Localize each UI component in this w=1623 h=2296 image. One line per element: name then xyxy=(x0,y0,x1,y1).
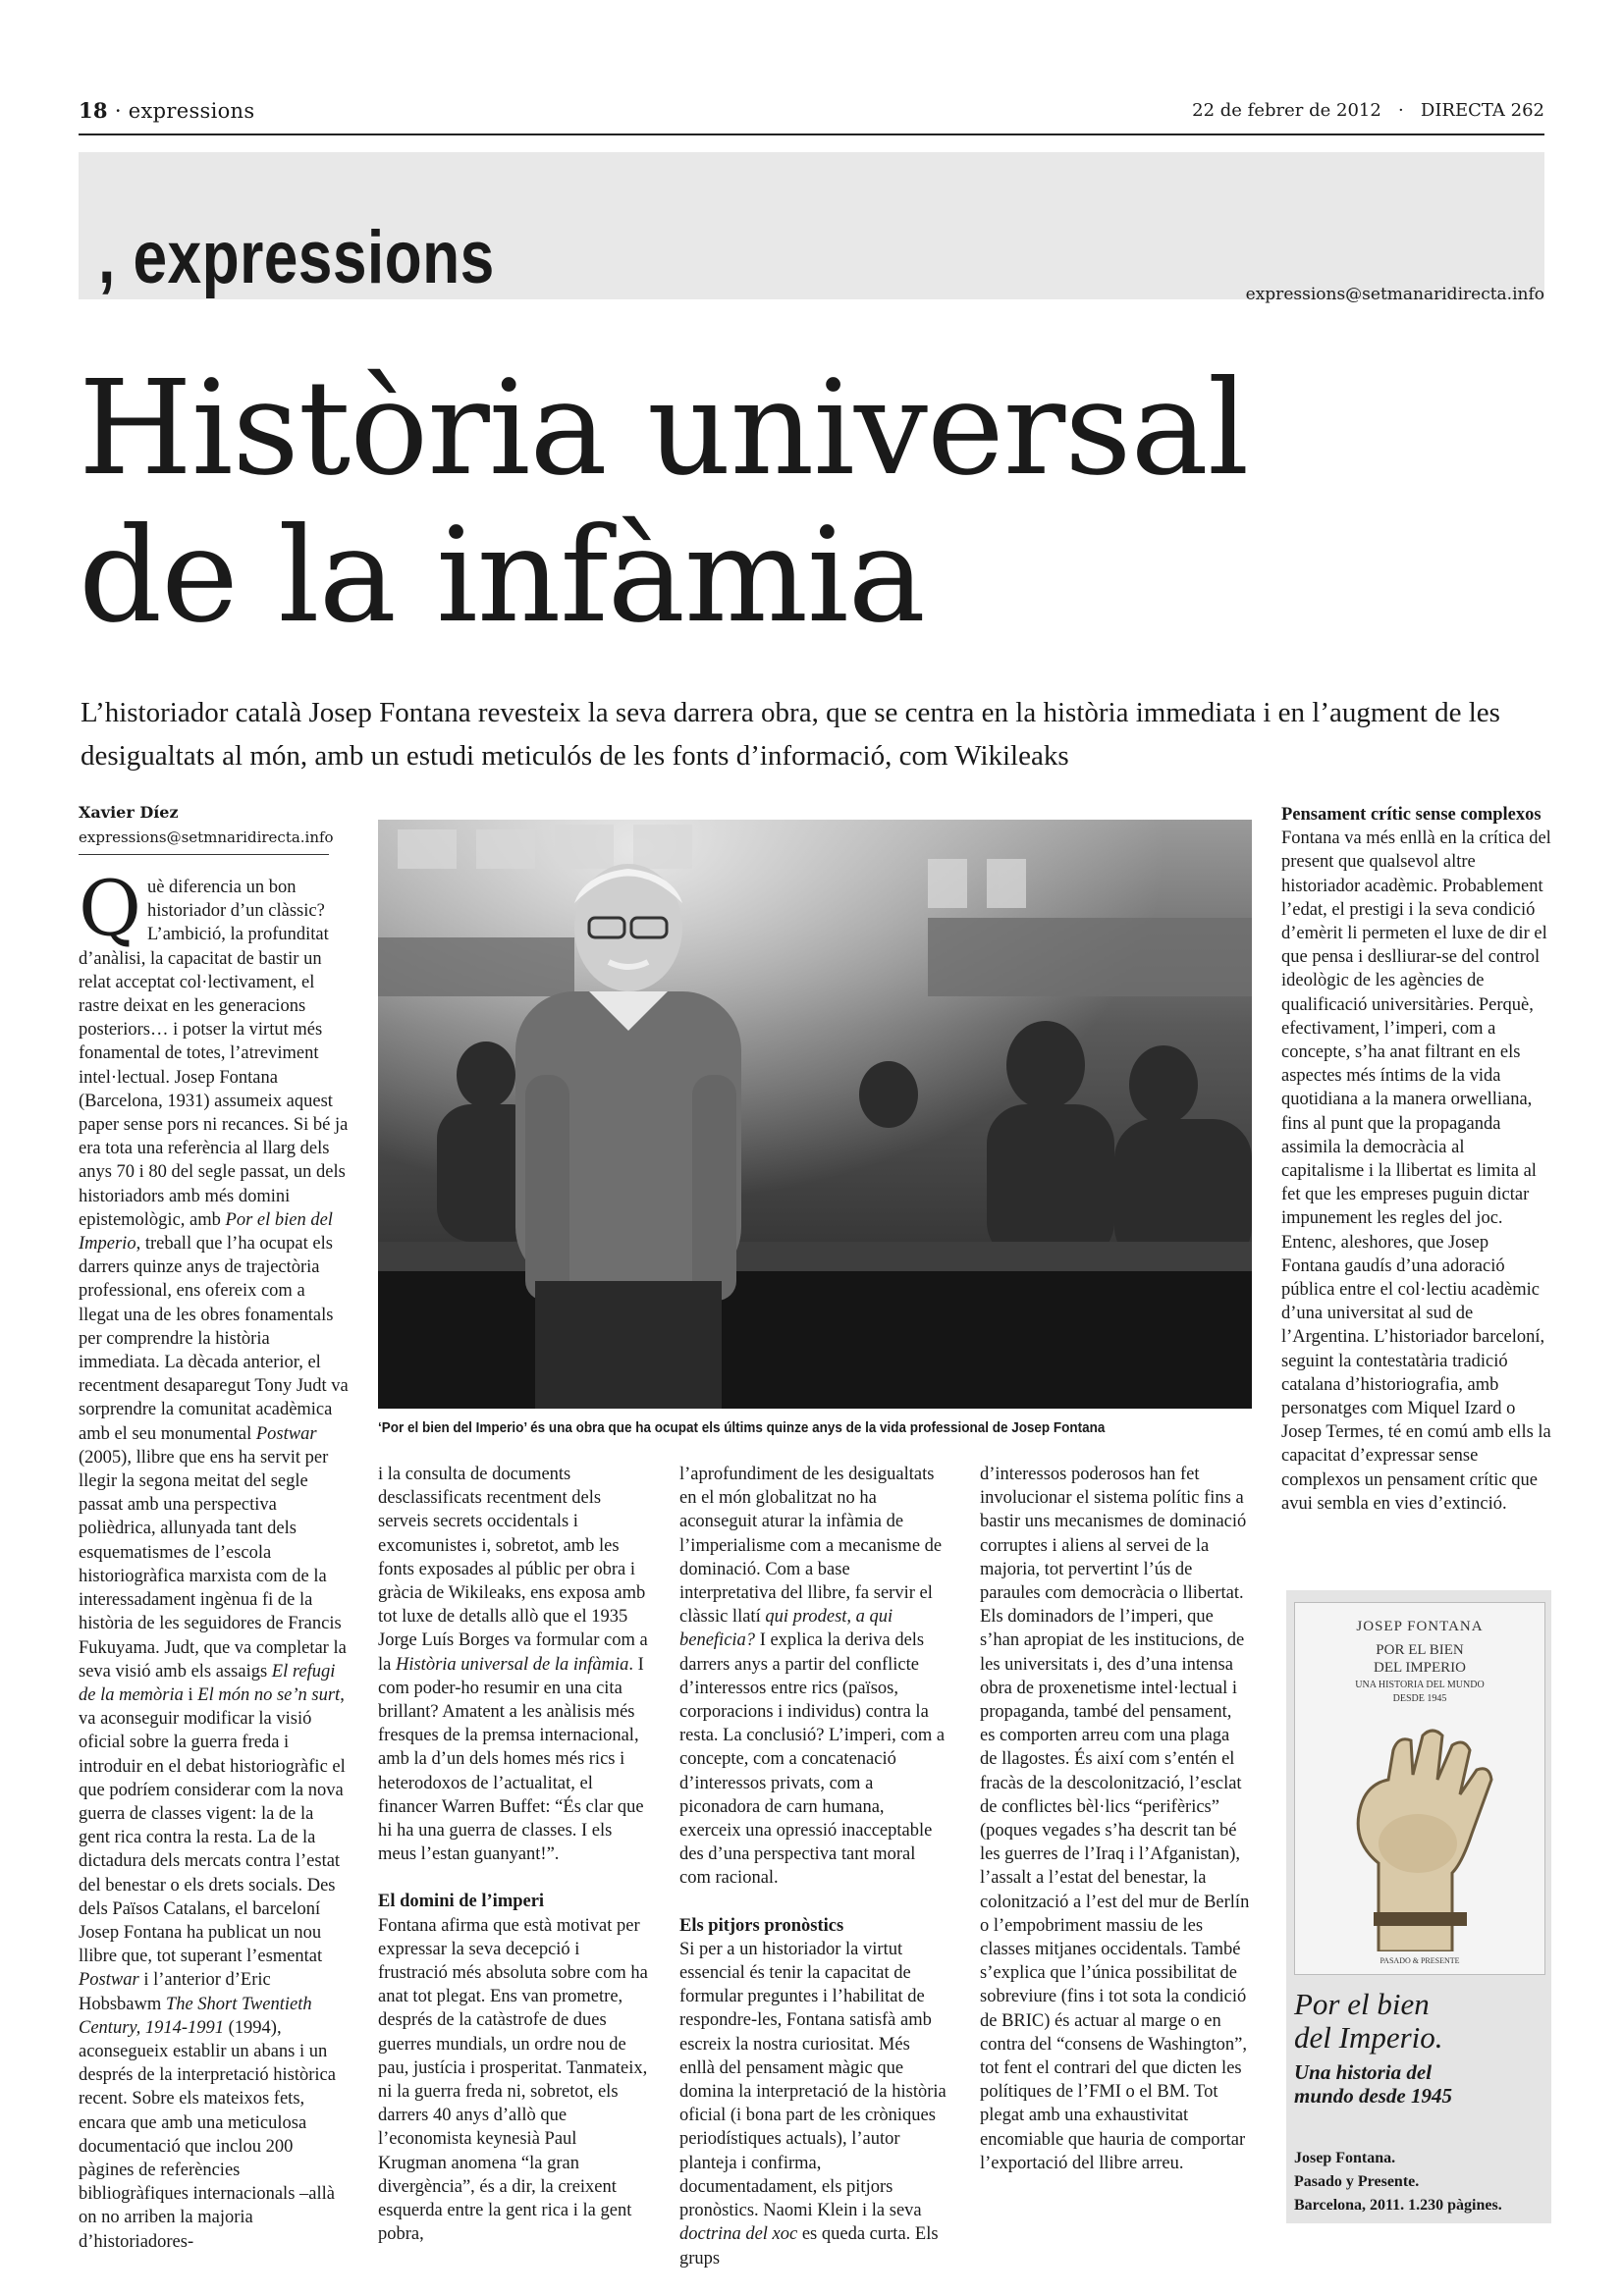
article-paragraph xyxy=(378,1463,648,1866)
book-details xyxy=(1294,2147,1544,2217)
cover-publisher: PASADO & PRESENTE xyxy=(1380,1956,1460,1965)
header-rule xyxy=(79,133,1544,135)
article-subhead: Els pitjors pronòstics xyxy=(679,1915,844,1936)
publication-name: DIRECTA 262 xyxy=(1420,100,1544,121)
cover-author: JOSEP FONTANA xyxy=(1356,1619,1484,1634)
text-run: I explica la deriva dels darrers anys a partir del conflicte d’interessos entre rics (països, corporacions i individus) contra la resta. La conclusió? L’imperi, com a concepte, com a concatenació d’interessos privats, com a piconadora de carn humana, exerceix una opressió inacceptable des d’una perspectiva tant moral com racional. xyxy=(679,1630,946,1889)
text-run: . I com poder-ho resumir en una cita brillant? Amatent a les anàlisis més fresques de la premsa internacional, amb la d’un dels homes més rics i heterodoxos de l’actualitat, el financer Warren Buffet: “És clar que hi ha una guerra de classes. I els meus l’estan guanyant!”. xyxy=(378,1654,644,1865)
photo-caption: ‘Por el bien del Imperio’ és una obra que ha ocupat els últims quinze anys de la vida professional de Josep Fontana xyxy=(378,1420,1106,1436)
cover-title-2: DEL IMPERIO xyxy=(1373,1660,1467,1676)
byline-email: expressions@setmnaridirecta.info xyxy=(79,828,334,846)
text-run: , treball que l’ha ocupat els darrers quinze anys de trajectòria professional, ens ofereix com a llegat una de les obres fonamentals per comprendre la història immediata. La dècada anterior, el recentment desaparegut Tony Judt va sorprendre la comunitat acadèmica amb el seu monumental xyxy=(79,1234,349,1444)
book-title-ref: El refugi de la memòria xyxy=(79,1661,336,1705)
cover-year: DESDE 1945 xyxy=(1392,1693,1447,1704)
article-paragraph: d’interessos poderosos han fet involucionar el sistema polític fins a bastir uns mecanismes de dominació corruptes i aliens al servei de la majoria, tot pervertint l’ús de paraules com democràcia o llibertat. Els dominadors de l’imperi, que s’han apropiat de les institucions, de les universitats i, des d’una intensa obra de proxenetisme intel·lectual i propaganda, també del pensament, es comporten arreu com una plaga de llagostes. És així com s’entén el fracàs de la descolonització, l’esclat de conflictes bèl·lics “perifèrics” (poques vegades s’ha descrit tan bé les guerres de l’Iraq i l’Afganistan), l’assalt a l’estat del benestar, la colonització a l’est del mur de Berlín o l’empobriment massiu de les classes mitjanes occidentals. També s’explica que l’única possibilitat de sobreviure (fins i tot sota la condició de BRIC) és actuar al marge o en contra del “consens de Washington”, tot fent el contrari del que dicten les polítiques de l’FMI o el BM. Tot plegat amb una exhaustivitat encomiable que hauria de comportar l’exportació del llibre arreu. xyxy=(980,1465,1250,2173)
folio-separator: · xyxy=(114,99,129,123)
book-cover xyxy=(1294,1602,1545,1975)
book-title-ref: The Short Twentieth Century, 1914-1991 xyxy=(79,1994,312,2038)
subheadline: L’historiador català Josep Fontana revesteix la seva darrera obra, que se centra en la història immediata i en l’augment de les desigualtats al món, amb un estudi meticulós de les fonts d’informació, com Wikileaks xyxy=(81,697,1500,772)
text-run: es queda curta. Els grups xyxy=(679,2224,939,2269)
article-paragraph: Fontana afirma que està motivat per expressar la seva decepció i frustració més absoluta sobre com ha anat tot plegat. Ens van prometre, després de la catàstrofe de dues guerres mundials, un ordre nou de pau, justícia i prosperitat. Tanmateix, ni la guerra freda ni, sobretot, els darrers 40 anys d’allò que l’economista keynesià Paul Krugman anomena “la gran divergència”, és a dir, la creixent esquerda entre la gent rica i la gent pobra, xyxy=(378,1915,648,2245)
book-title-ref: Història universal de la infàmia xyxy=(395,1654,629,1675)
paragraph-gap xyxy=(679,1891,949,1914)
book-title-line-1: Por el bien xyxy=(1294,1987,1430,2021)
section-email: expressions@setmanaridirecta.info xyxy=(1245,285,1544,304)
article-subhead: El domini de l’imperi xyxy=(378,1892,545,1912)
headline xyxy=(79,355,1542,650)
paragraph-gap xyxy=(378,1866,648,1890)
book-title-line-2: del Imperio. xyxy=(1294,2020,1443,2055)
section-title: , expressions xyxy=(98,216,495,299)
text-run: , va aconseguir modificar la visió oficial sobre la guerra freda i introduir en el debat historiogràfic el que podríem considerar com la nova guerra de classes vigent: la de la gent rica contra la resta. La de la dictadura dels mercats contra l’estat del benestar o els drets socials. Des dels Països Catalans, el barceloní Josep Fontana ha publicat un nou llibre que, tot superant l’esmentat xyxy=(79,1684,346,1967)
hand-illustration xyxy=(1334,1726,1511,1951)
book-subtitle-line-1: Una historia del xyxy=(1294,2060,1433,2084)
page-folio xyxy=(79,98,254,123)
article-subhead: Pensament crític sense complexos xyxy=(1281,805,1542,825)
book-subtitle-line-2: mundo desde 1945 xyxy=(1294,2084,1453,2108)
text-run: l’aprofundiment de les desigualtats en el món globalitzat no ha aconseguit aturar la infàmia de l’imperialisme com a mecanisme de dominació. Com a base interpretativa del llibre, fa servir el clàssic llatí xyxy=(679,1465,943,1628)
cover-title-1: POR EL BIEN xyxy=(1376,1642,1464,1658)
issue-info xyxy=(1192,100,1544,121)
article-column-5 xyxy=(1281,803,1551,1516)
text-run: (2005), llibre que ens ha servit per llegir la segona meitat del segle passat amb una perspectiva polièdrica, allunyada tant dels esquematismes de l’escola historiogràfica marxista com de la interessadament ingènua fi de la història de les seguidores de Francis Fukuyama. Judt, que va completar la seva visió amb els assaigs xyxy=(79,1447,347,1682)
article-paragraph xyxy=(79,865,349,2254)
text-run: (1994), aconsegueix establir un abans i un després de la interpretació històrica recent. Sobre els mateixos fets, encara que amb una meticulosa documentació que inclou 200 pàgines de referències bibliogràfiques internacionals –allà on no arriben la majoria d’historiadores- xyxy=(79,2017,336,2252)
cover-subtitle: UNA HISTORIA DEL MUNDO xyxy=(1355,1680,1485,1690)
article-column-2 xyxy=(378,1463,648,2247)
book-title-ref: doctrina del xoc xyxy=(679,2224,798,2245)
photo-illustration xyxy=(378,820,1252,1409)
book-title-ref: El món no se’n surt xyxy=(197,1684,341,1705)
book-subtitle xyxy=(1294,2060,1540,2108)
book-title xyxy=(1294,1988,1540,2055)
book-title-ref: Postwar xyxy=(255,1423,317,1444)
latin-phrase: qui prodest, a qui beneficia? xyxy=(679,1607,893,1651)
text-run: i la consulta de documents desclassificats recentment dels serveis secrets occidentals i excomunistes i, sobretot, amb les fonts exposades al públic per obra i gràcia de Wikileaks, ens exposa amb tot luxe de detalls allò que el 1935 Jorge Luís Borges va formular com a la xyxy=(378,1465,648,1675)
book-title-ref: Por el bien del Imperio xyxy=(79,1209,333,1255)
book-author: Josep Fontana. xyxy=(1294,2150,1396,2166)
issue-date: 22 de febrer de 2012 xyxy=(1192,100,1381,121)
article-column-4 xyxy=(980,1463,1250,2175)
text-run: i xyxy=(183,1684,198,1705)
book-place-year-pages: Barcelona, 2011. 1.230 pàgines. xyxy=(1294,2197,1502,2214)
article-paragraph xyxy=(679,1463,949,1891)
issue-separator: · xyxy=(1386,100,1416,121)
text-run: uè diferencia un bon historiador d’un clàssic? L’ambició, la profunditat d’anàlisi, la capacitat de bastir un relat acceptat col·lectivament, el rastre deixat en les generacions posteriors… i potser la virtut més fonamental de totes, l’atreviment intel·lectual. Josep Fontana (Barcelona, 1931) assumeix aquest paper sense pors ni recances. Si bé ja era tota una referència al llarg dels anys 70 i 80 del segle passat, un dels historiadors amb més domini epistemològic, amb xyxy=(79,878,349,1230)
byline-author: Xavier Díez xyxy=(79,803,179,822)
book-publisher: Pasado y Presente. xyxy=(1294,2173,1420,2190)
book-title-ref: Postwar xyxy=(79,1970,139,1991)
article-column-1 xyxy=(79,865,349,2254)
text-run: Si per a un historiador la virtut essencial és tenir la capacitat de formular preguntes i l’habilitat de respondre-les, Fontana satisfà amb escreix la nostra curiositat. Més enllà del pensament màgic que domina la interpretació de la història oficial (i bona part de les cròniques periodístiques actuals), l’autor planteja i confirma, documentadament, els pitjors pronòstics. Naomi Klein i la seva xyxy=(679,1939,947,2221)
headline-line-1: Història universal xyxy=(79,353,1249,505)
article-photo xyxy=(378,820,1252,1409)
article-column-3 xyxy=(679,1463,949,2270)
drop-cap: Q xyxy=(79,865,141,953)
article-paragraph: Fontana va més enllà en la crítica del present que qualsevol altre historiador acadèmic. Probablement l’edat, el prestigi i la seva condició d’emèrit li permeten el luxe de dir el que pensa i deslliurar-se del control ideològic de les agències de qualificació universitàries. Perquè, efectivament, l’imperi, com a concepte, s’ha anat filtrant en els aspectes més íntims de la vida quotidiana a la manera orwelliana, fins al punt que la propaganda assimila la democràcia al capitalisme i la llibertat es limita al fet que les empreses puguin dictar impunement les regles del joc. Entenc, aleshores, que Josep Fontana gaudís d’una adoració pública entre el col·lectiu acadèmic d’una universitat al sud de l’Argentina. L’historiador barceloní, seguint la contestatària tradició catalana d’historiografia, amb personatges com Miquel Izard o Josep Termes, té en comú amb ells la capacitat d’expressar sense complexos un pensament crític que avui sembla en vies d’extinció. xyxy=(1281,828,1551,1514)
folio-section: expressions xyxy=(128,99,255,123)
text-run: i l’anterior d’Eric Hobsbawm xyxy=(79,1970,271,2014)
page-number: 18 xyxy=(79,98,108,123)
article-paragraph xyxy=(679,1938,949,2270)
byline-rule xyxy=(79,854,329,855)
headline-line-2: de la infàmia xyxy=(79,501,925,652)
